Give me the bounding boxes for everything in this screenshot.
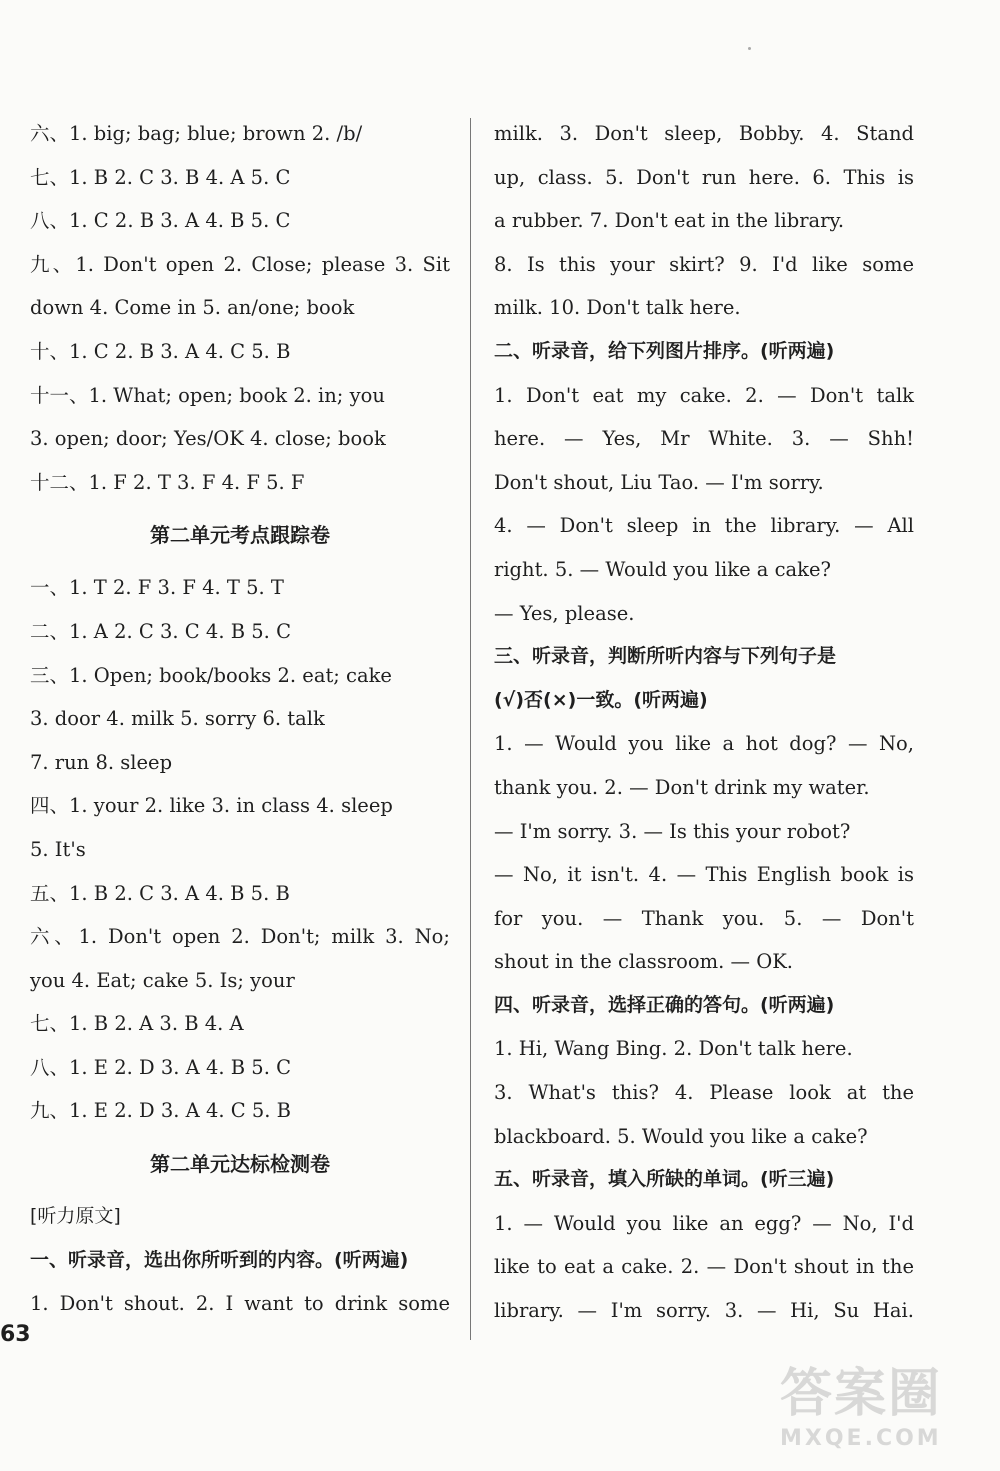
answer-line: 5. It's (30, 837, 86, 861)
answer-line: 十二、1. F 2. T 3. F 4. F 5. F (30, 470, 305, 494)
answer-line: milk. 10. Don't talk here. (494, 296, 741, 320)
answer-line: 1. Don't shout. 2. I want to drink some (30, 1292, 450, 1316)
question-heading: (√)否(×)一致。(听两遍) (494, 688, 708, 711)
answer-line: library. — I'm sorry. 3. — Hi, Su Hai. (494, 1299, 914, 1323)
answer-line: 1. — Would you like an egg? — No, I'd (494, 1211, 914, 1235)
answer-line: Don't shout, Liu Tao. — I'm sorry. (494, 470, 824, 494)
answer-line: thank you. 2. — Don't drink my water. (494, 775, 870, 799)
column-divider (470, 118, 471, 1340)
answer-line: here. — Yes, Mr White. 3. — Shh! (494, 427, 914, 451)
watermark-text: 答案圈 (780, 1364, 943, 1424)
answer-line: 四、1. your 2. like 3. in class 4. sleep (30, 794, 393, 818)
answer-line: shout in the classroom. — OK. (494, 950, 793, 974)
section-title: 第二单元考点跟踪卷 (150, 523, 330, 548)
question-heading: 四、听录音，选择正确的答句。(听两遍) (494, 993, 835, 1016)
answer-line: down 4. Come in 5. an/one; book (30, 296, 355, 320)
answer-line: 1. Don't eat my cake. 2. — Don't talk (494, 383, 914, 407)
answer-line: right. 5. — Would you like a cake? (494, 557, 831, 581)
watermark-url: MXQE.COM (780, 1426, 942, 1451)
answer-line: 3. What's this? 4. Please look at the (494, 1081, 914, 1105)
answer-line: 8. Is this your skirt? 9. I'd like some (494, 252, 914, 276)
answer-line: up, class. 5. Don't run here. 6. This is (494, 165, 914, 189)
answer-line: 六、1. big; bag; blue; brown 2. /b/ (30, 122, 363, 145)
answer-line: 七、1. B 2. A 3. B 4. A (30, 1012, 244, 1036)
answer-line: 八、1. C 2. B 3. A 4. B 5. C (30, 209, 291, 233)
answer-line: 七、1. B 2. C 3. B 4. A 5. C (30, 165, 291, 189)
answer-line: 六、1. Don't open 2. Don't; milk 3. No; (30, 925, 450, 949)
answer-line: — No, it isn't. 4. — This English book is (494, 863, 914, 887)
answer-line: 一、1. T 2. F 3. F 4. T 5. T (30, 576, 284, 600)
answer-line: like to eat a cake. 2. — Don't shout in the (494, 1255, 914, 1279)
answer-line: — I'm sorry. 3. — Is this your robot? (494, 819, 851, 843)
left-column (30, 112, 450, 1326)
listening-script-label: [听力原文] (30, 1205, 121, 1228)
question-heading: 三、听录音，判断所听内容与下列句子是 (494, 645, 837, 668)
answer-line: 八、1. E 2. D 3. A 4. B 5. C (30, 1055, 292, 1079)
answer-line: for you. — Thank you. 5. — Don't (494, 906, 914, 930)
answer-line: 三、1. Open; book/books 2. eat; cake (30, 663, 392, 687)
page-number: 63 (0, 1322, 31, 1347)
answer-line: 九、1. Don't open 2. Close; please 3. Sit (30, 252, 450, 276)
answer-line: 3. door 4. milk 5. sorry 6. talk (30, 707, 325, 731)
answer-line: 二、1. A 2. C 3. C 4. B 5. C (30, 619, 291, 643)
question-heading: 二、听录音，给下列图片排序。(听两遍) (494, 339, 835, 362)
answer-line: 九、1. E 2. D 3. A 4. C 5. B (30, 1099, 292, 1123)
answer-line: a rubber. 7. Don't eat in the library. (494, 209, 845, 233)
answer-line: 十、1. C 2. B 3. A 4. C 5. B (30, 339, 291, 363)
right-column (494, 112, 914, 1333)
answer-line: 7. run 8. sleep (30, 750, 173, 774)
question-heading: 一、听录音，选出你所听到的内容。(听两遍) (30, 1248, 409, 1271)
answer-line: — Yes, please. (494, 601, 635, 625)
section-title: 第二单元达标检测卷 (150, 1152, 330, 1177)
speck (748, 47, 751, 50)
answer-line: 五、1. B 2. C 3. A 4. B 5. B (30, 881, 290, 905)
answer-line: milk. 3. Don't sleep, Bobby. 4. Stand (494, 122, 914, 145)
answer-line: 1. — Would you like a hot dog? — No, (494, 732, 914, 756)
answer-line: 4. — Don't sleep in the library. — All (494, 514, 914, 538)
answer-line: blackboard. 5. Would you like a cake? (494, 1124, 868, 1148)
answer-line: 3. open; door; Yes/OK 4. close; book (30, 427, 386, 451)
answer-line: you 4. Eat; cake 5. Is; your (30, 968, 295, 992)
question-heading: 五、听录音，填入所缺的单词。(听三遍) (494, 1168, 835, 1191)
answer-line: 1. Hi, Wang Bing. 2. Don't talk here. (494, 1037, 853, 1061)
answer-line: 十一、1. What; open; book 2. in; you (30, 383, 385, 407)
watermark-logo (780, 1351, 980, 1461)
